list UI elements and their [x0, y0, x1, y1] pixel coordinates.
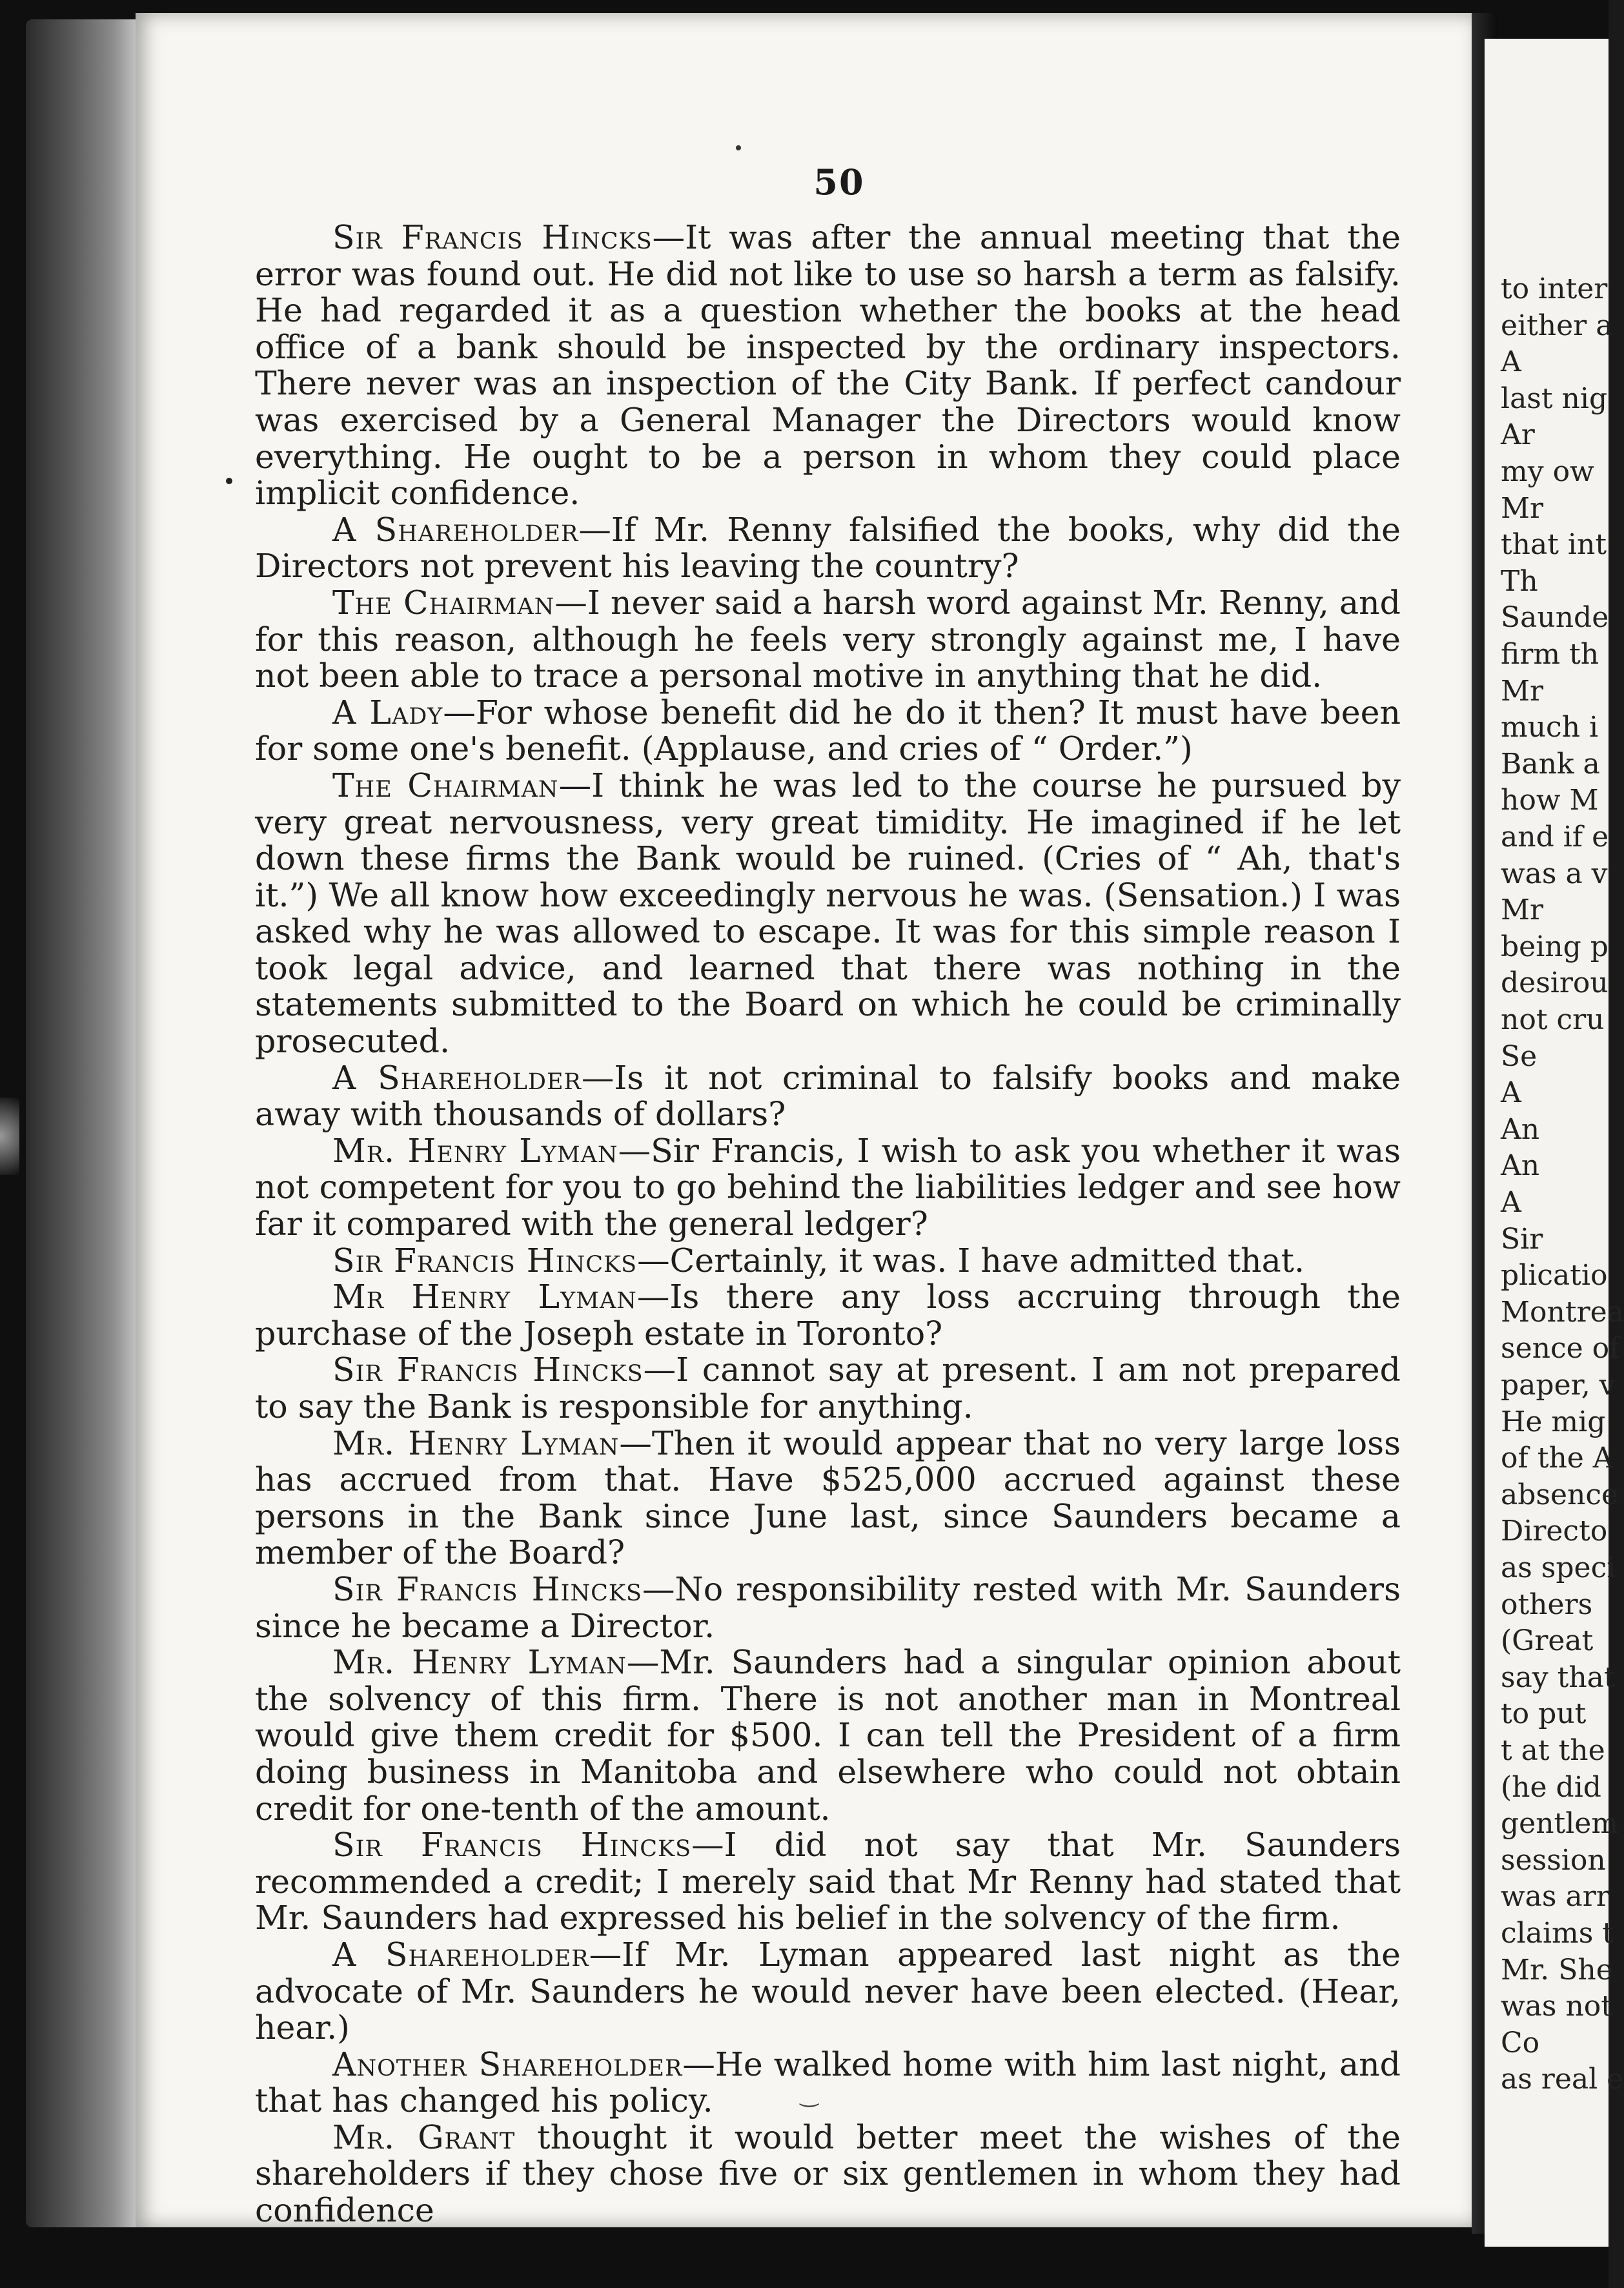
speech-text: —Then it would appear that no very large loss has accrued from that. Have $525,000 accrued against these persons in the Bank since June last, since Saunders became a member of the Board? [255, 1424, 1401, 1572]
adjacent-page-line: Co [1501, 2026, 1540, 2059]
adjacent-page-line: A [1501, 1186, 1521, 1219]
speech-text: —If Mr. Lyman appeared last night as the advocate of Mr. Saunders he would never have been elected. (Hear, hear.) [255, 1935, 1401, 2047]
adjacent-page-line: He mig [1501, 1405, 1606, 1438]
adjacent-page-line: being p [1501, 930, 1609, 963]
adjacent-page-line: was not [1501, 1990, 1612, 2023]
adjacent-page-line: how M [1501, 784, 1599, 817]
adjacent-page-line: sence of [1501, 1332, 1620, 1365]
adjacent-page-line: was a v [1501, 857, 1608, 890]
adjacent-page-line: absence [1501, 1478, 1619, 1511]
paragraph [255, 1243, 1401, 1280]
adjacent-page-line: Se [1501, 1039, 1538, 1073]
adjacent-page-line: Montrea [1501, 1295, 1624, 1329]
adjacent-page-line: Th [1501, 564, 1538, 598]
adjacent-page-line: claims t [1501, 1917, 1614, 1950]
paragraph [255, 695, 1401, 768]
adjacent-page-line: paper, v [1501, 1369, 1616, 1402]
margin-mark [226, 478, 232, 484]
speech-text: —If Mr. Renny falsified the books, why did the Directors not prevent his leaving the country? [255, 510, 1401, 586]
paragraph [255, 2119, 1401, 2229]
adjacent-page-line: to put [1501, 1697, 1587, 1731]
adjacent-page-line: of the A [1501, 1442, 1614, 1475]
speaker-name: A Shareholder [332, 1058, 582, 1097]
speaker-name: Sir Francis Hincks [332, 1826, 692, 1864]
paragraph [255, 1937, 1401, 2047]
adjacent-page-line: firm th [1501, 638, 1599, 671]
paragraph [255, 1827, 1401, 1937]
speech-text: —For whose benefit did he do it then? It must have been for some one's benefit. (Applause, and cries of “ Order.”) [255, 693, 1401, 768]
speaker-name: The Chairman [332, 583, 555, 622]
adjacent-page-line: much i [1501, 711, 1599, 744]
adjacent-page-line: An [1501, 1112, 1540, 1146]
speech-text: —I think he was led to the course he pursued by very great nervousness, very great timidity. He imagined if he let down these firms the Bank would be ruined. (Cries of “ Ah, that's it.”) We all know how exceedingly nervous he was. (Sensation.) I was asked why he was allowed to escape. It was for this simple reason I took legal advice, and learned that there was nothing in the statements submitted to the Board on which he could be criminally prosecuted. [255, 766, 1401, 1061]
speech-text: —Certainly, it was. I have admitted that. [637, 1241, 1305, 1280]
paragraph [255, 1425, 1401, 1571]
speaker-name: Another Shareholder [332, 2045, 683, 2083]
speaker-name: Mr Henry Lyman [332, 1278, 637, 1316]
adjacent-page-line: Mr [1501, 674, 1544, 708]
adjacent-page-line: that int [1501, 528, 1607, 562]
adjacent-page-line: Mr [1501, 894, 1544, 927]
speech-text: —Mr. Saunders had a singular opinion about the solvency of this firm. There is not another man in Montreal would give them credit for $500. I can tell the President of a firm doing business in Manitoba and elsewhere who could not obtain credit for one-tenth of the amount. [255, 1643, 1401, 1828]
book-binding-edge [26, 19, 142, 2227]
adjacent-page-line: and if e [1501, 821, 1609, 853]
adjacent-page-line: Bank a [1501, 747, 1600, 781]
paragraph [255, 220, 1401, 512]
adjacent-page-line: as real e [1501, 2063, 1624, 2096]
adjacent-page-line: my ow [1501, 455, 1594, 488]
speaker-name: The Chairman [332, 766, 559, 804]
speaker-name: Mr. Henry Lyman [332, 1643, 627, 1682]
speaker-name: Sir Francis Hincks [332, 1569, 643, 1608]
adjacent-page-line: A [1501, 1076, 1521, 1110]
adjacent-page-line: Saunde [1501, 601, 1609, 635]
speech-text: —No responsibility rested with Mr. Saunders since he became a Director. [255, 1569, 1401, 1645]
speaker-name: A Shareholder [332, 510, 579, 549]
adjacent-page-line: session [1501, 1843, 1606, 1877]
speech-text: —I cannot say at present. I am not prepared to say the Bank is responsible for anything. [255, 1351, 1401, 1425]
paragraph [255, 512, 1401, 585]
speech-text: —It was after the annual meeting that the error was found out. He did not like to use so harsh a term as falsify. He had regarded it as a question whether the books at the head office of a bank should be inspected by the ordinary inspectors. There never was an inspection of the City Bank. If perfect candour was exercised by a General Manager the Directors would know everything. He ought to be a person in whom they could place implicit confidence. [255, 218, 1401, 513]
speech-text: —Sir Francis, I wish to ask you whether it was not competent for you to go behind the liabilities ledger and see how far it compared with the general ledger? [255, 1131, 1401, 1243]
adjacent-page-line: others [1501, 1588, 1593, 1621]
speaker-name: Mr. Henry Lyman [332, 1424, 620, 1462]
paragraph [255, 2047, 1401, 2119]
adjacent-page-line: A [1501, 345, 1521, 379]
paragraph [255, 768, 1401, 1060]
speaker-name: Mr. Henry Lyman [332, 1131, 618, 1170]
adjacent-page-fragment [1485, 39, 1624, 2247]
adjacent-page-line: was arr [1501, 1880, 1610, 1914]
speech-text: thought it would better meet the wishes of the shareholders if they chose five or six gentlemen in whom they had confidence [255, 2118, 1401, 2230]
paragraph [255, 1571, 1401, 1644]
adjacent-page-line: Mr [1501, 491, 1544, 525]
speaker-name: Sir Francis Hincks [332, 1241, 638, 1280]
speech-text: —Is it not criminal to falsify books and make away with thousands of dollars? [255, 1058, 1401, 1134]
adjacent-page-line: to inter [1501, 272, 1608, 305]
adjacent-page-line: last nig [1501, 382, 1608, 415]
adjacent-page-line: either a [1501, 309, 1613, 342]
adjacent-page-line: Sir [1501, 1222, 1543, 1256]
speaker-name: Sir Francis Hincks [332, 218, 653, 256]
speaker-name: Sir Francis Hincks [332, 1351, 644, 1389]
speaker-name: A Shareholder [332, 1935, 589, 1974]
speech-text: —He walked home with him last night, and that has changed his policy. [255, 2045, 1401, 2120]
adjacent-page-line: not cru [1501, 1003, 1605, 1036]
paragraph [255, 585, 1401, 695]
ink-dot [736, 145, 741, 150]
page-body-text [255, 220, 1401, 2229]
adjacent-page-line: (he did [1501, 1770, 1601, 1804]
speaker-name: A Lady [332, 693, 443, 731]
adjacent-page-line: as speci [1501, 1551, 1616, 1584]
speech-text: —I never said a harsh word against Mr. Renny, and for this reason, although he feels very strongly against me, I have not been able to trace a personal motive in anything that he did. [255, 583, 1401, 695]
paragraph [255, 1279, 1401, 1352]
adjacent-page-line: plicatio [1501, 1259, 1608, 1292]
adjacent-page-line: An [1501, 1149, 1540, 1183]
adjacent-page-line: Directo [1501, 1515, 1608, 1548]
adjacent-page-line: t at the [1501, 1734, 1605, 1767]
speaker-name: Mr. Grant [332, 2118, 516, 2156]
adjacent-page-line: gentlem [1501, 1807, 1619, 1841]
paragraph [255, 1352, 1401, 1425]
paragraph [255, 1644, 1401, 1827]
page-number: 50 [813, 161, 865, 203]
paragraph [255, 1060, 1401, 1133]
adjacent-page-line: desirou [1501, 966, 1609, 1000]
speech-text: —I did not say that Mr. Saunders recommended a credit; I merely said that Mr Renny had stated that Mr. Saunders had expressed his belief in the solvency of the firm. [255, 1826, 1401, 1937]
adjacent-page-line: Ar [1501, 418, 1535, 452]
adjacent-page-line: say that [1501, 1660, 1616, 1694]
bottom-mark: ‿ [800, 2082, 818, 2108]
paragraph [255, 1133, 1401, 1243]
adjacent-page-line: Mr. She [1501, 1953, 1613, 1987]
adjacent-page-line: (Great [1501, 1624, 1594, 1658]
binding-notch [0, 1098, 19, 1175]
speech-text: —Is there any loss accruing through the purchase of the Joseph estate in Toronto? [255, 1278, 1401, 1353]
